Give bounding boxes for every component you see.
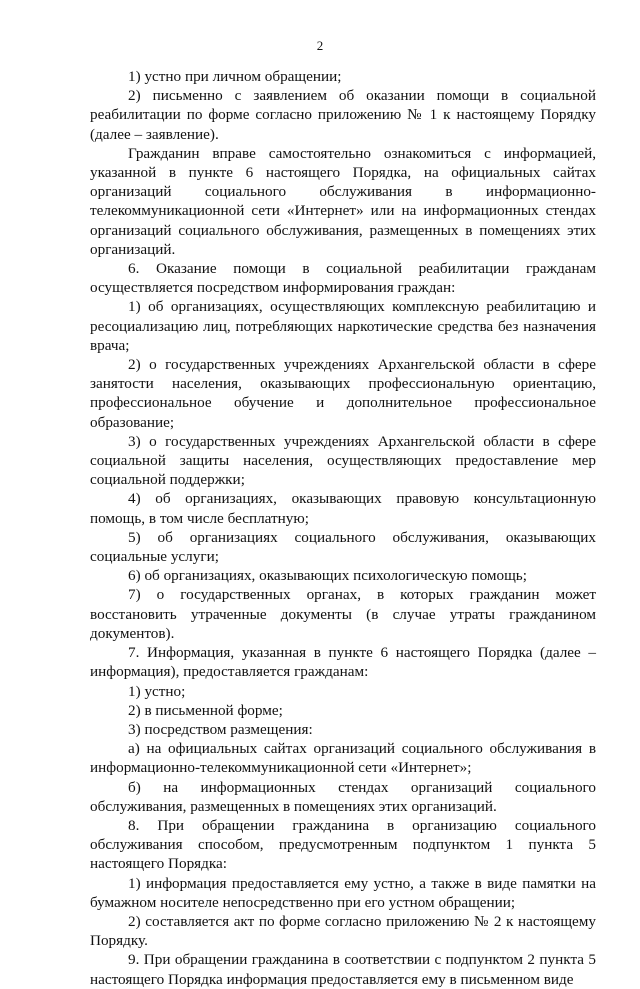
paragraph-4: 6. Оказание помощи в социальной реабилитации гражданам осуществляется посредством информирования граждан: (90, 260, 596, 297)
paragraph-20: 2) составляется акт по форме согласно приложению № 2 к настоящему Порядку. (90, 912, 596, 950)
paragraph-13: 1) устно; (128, 682, 186, 700)
paragraph-14: 2) в письменной форме; (128, 701, 283, 719)
document-body (90, 67, 596, 989)
paragraph-1: 1) устно при личном обращении; (128, 68, 342, 85)
paragraph-3: Гражданин вправе самостоятельно ознакомиться с информацией, указанной в пункте 6 настоящего Порядка, на официальных сайтах организаций социального обслуживания в информационно-телекоммуникационной сети «Интернет» или на информационных стендах организаций социального обслуживания, размещенных в помещениях этих организаций. (90, 144, 596, 258)
paragraph-11: 7) о государственных органах, в которых гражданин может восстановить утраченные документы (в случае утраты гражданином документов). (90, 586, 596, 642)
paragraph-10: 6) об организациях, оказывающих психологическую помощь; (128, 567, 527, 585)
paragraph-6: 2) о государственных учреждениях Архангельской области в сфере занятости населения, оказывающих профессиональную ориентацию, профессиональное обучение и дополнительное профессиональное образование; (90, 356, 596, 431)
paragraph-12: 7. Информация, указанная в пункте 6 настоящего Порядка (далее – информация), предоставляется гражданам: (90, 644, 596, 681)
paragraph-19: 1) информация предоставляется ему устно, а также в виде памятки на бумажном носителе непосредственно при его устном обращении; (90, 874, 596, 911)
paragraph-17: б) на информационных стендах организаций социального обслуживания, размещенных в помещениях этих организаций. (90, 778, 596, 815)
paragraph-9: 5) об организациях социального обслуживания, оказывающих социальные услуги; (90, 528, 596, 566)
paragraph-2: 2) письменно с заявлением об оказании помощи в социальной реабилитации по форме согласно приложению № 1 к настоящему Порядку (далее – заявление). (90, 87, 596, 143)
paragraph-18: 8. При обращении гражданина в организацию социального обслуживания способом, предусмотренным подпунктом 1 пункта 5 настоящего Порядка: (90, 816, 596, 873)
paragraph-21: 9. При обращении гражданина в соответствии с подпунктом 2 пункта 5 настоящего Порядка информация предоставляется ему в письменном виде (90, 951, 596, 988)
paragraph-16: а) на официальных сайтах организаций социального обслуживания в информационно-телекоммуникационной сети «Интернет»; (90, 740, 596, 777)
page-number: 2 (316, 38, 324, 53)
paragraph-15: 3) посредством размещения: (128, 720, 313, 738)
paragraph-5: 1) об организациях, осуществляющих комплексную реабилитацию и ресоциализацию лиц, потребляющих наркотические средства без назначения врача; (90, 298, 596, 354)
paragraph-7: 3) о государственных учреждениях Архангельской области в сфере социальной защиты населения, осуществляющих предоставление мер социальной поддержки; (90, 432, 596, 489)
paragraph-8: 4) об организациях, оказывающих правовую консультационную помощь, в том числе бесплатную; (90, 490, 596, 527)
